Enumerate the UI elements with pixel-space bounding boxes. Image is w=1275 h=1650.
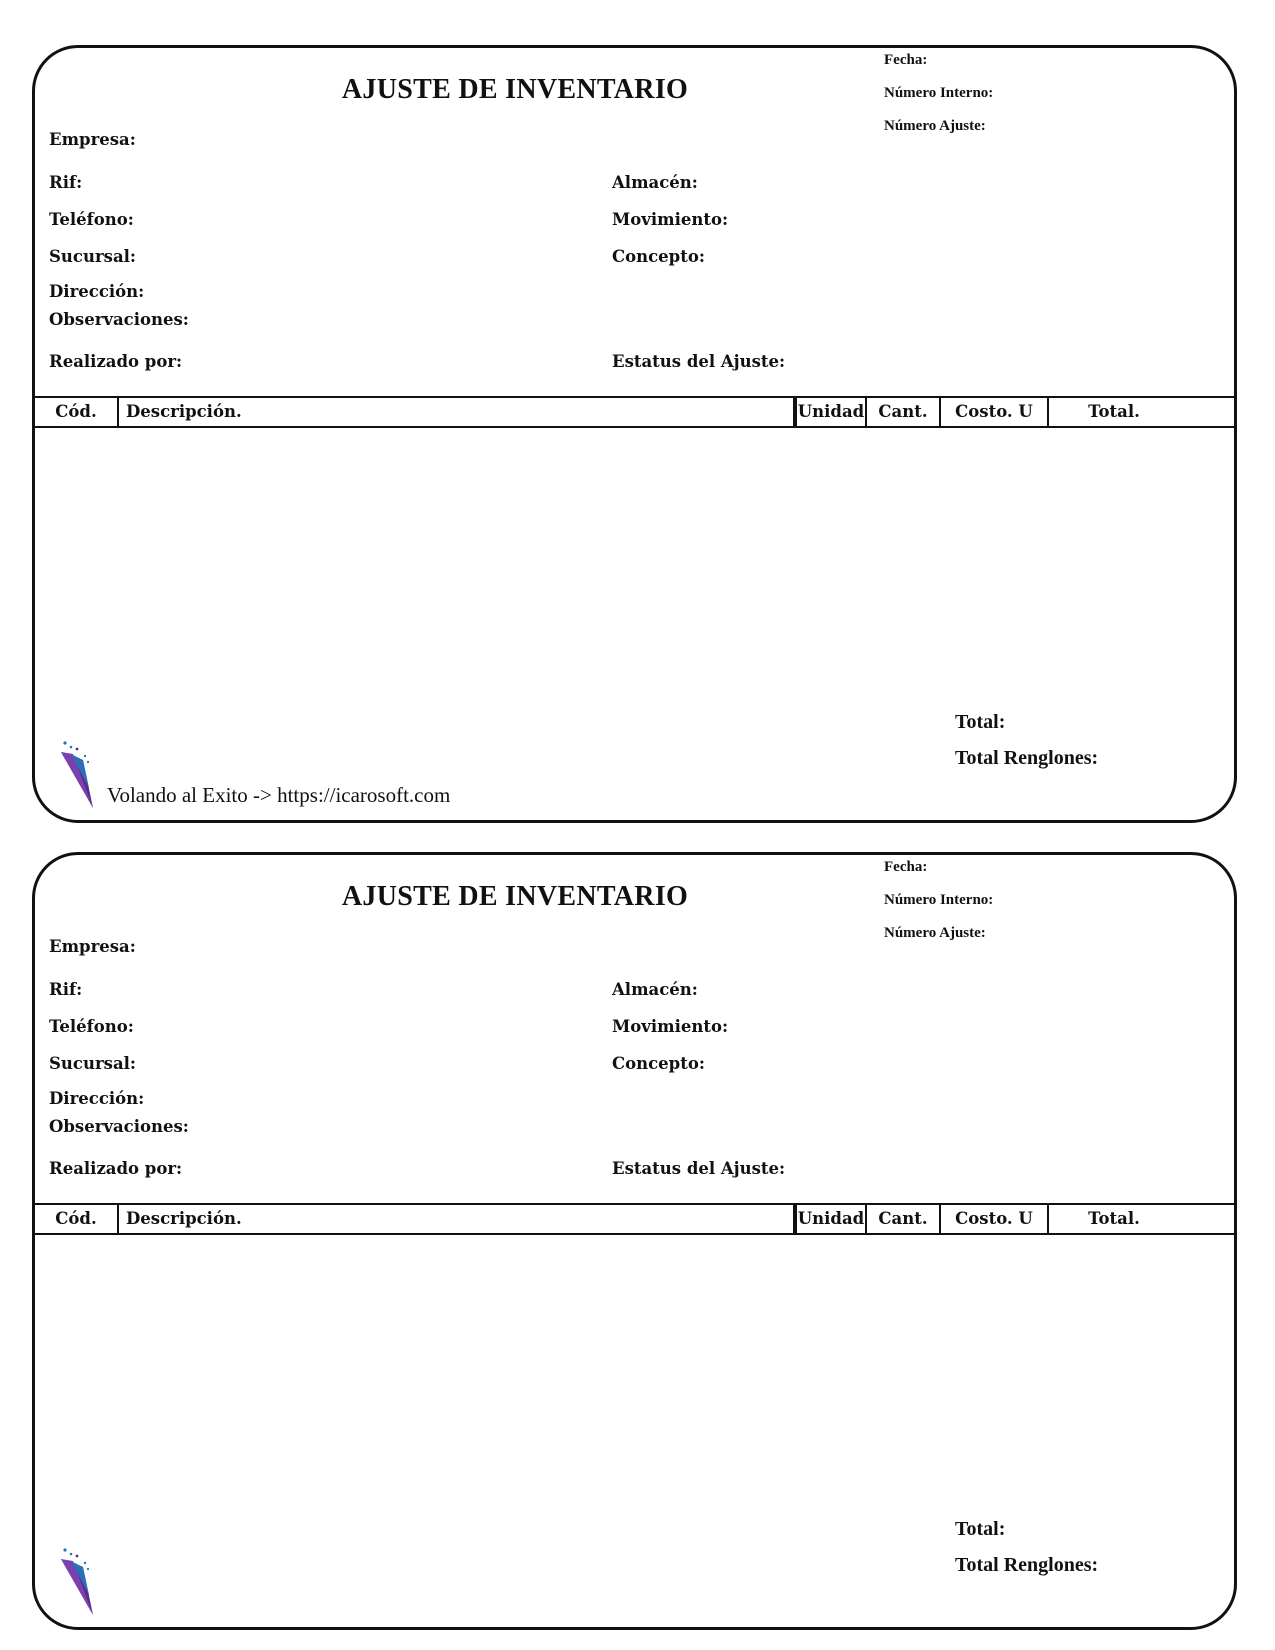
column-costo-u: Costo. U [941,1205,1049,1233]
numero-interno-label: Número Interno: [884,892,994,908]
numero-ajuste-label: Número Ajuste: [884,118,986,134]
empresa-label: Empresa: [49,130,136,149]
rif-label: Rif: [49,173,83,192]
direccion-label: Dirección: [49,282,145,301]
estatus-label: Estatus del Ajuste: [612,352,786,371]
telefono-label: Teléfono: [49,210,134,229]
feather-logo-icon [55,738,99,810]
column-costo-u: Costo. U [941,398,1049,426]
movimiento-label: Movimiento: [612,1017,729,1036]
total-label: Total: [955,1518,1006,1540]
feather-logo-icon [55,1545,99,1617]
inventory-adjustment-form-1 [32,45,1237,823]
column-cod: Cód. [35,1205,119,1233]
realizado-por-label: Realizado por: [49,1159,183,1178]
form-title: AJUSTE DE INVENTARIO [341,74,689,105]
inventory-adjustment-form-2 [32,852,1237,1630]
column-cant: Cant. [867,398,941,426]
fecha-label: Fecha: [884,859,928,875]
realizado-por-label: Realizado por: [49,352,183,371]
column-unidad: Unidad [795,398,867,426]
estatus-label: Estatus del Ajuste: [612,1159,786,1178]
items-table-header [35,396,1237,428]
observaciones-label: Observaciones: [49,1117,189,1136]
column-descripcion: Descripción. [119,398,795,426]
column-cant: Cant. [867,1205,941,1233]
total-label: Total: [955,711,1006,733]
items-table-header [35,1203,1237,1235]
slogan-text: Volando al Exito -> https://icarosoft.com [107,783,451,807]
almacen-label: Almacén: [612,980,698,999]
movimiento-label: Movimiento: [612,210,729,229]
numero-ajuste-label: Número Ajuste: [884,925,986,941]
almacen-label: Almacén: [612,173,698,192]
total-renglones-label: Total Renglones: [955,1554,1099,1576]
form-title: AJUSTE DE INVENTARIO [341,881,689,912]
column-unidad: Unidad [795,1205,867,1233]
observaciones-label: Observaciones: [49,310,189,329]
column-total: Total. [1088,402,1140,421]
telefono-label: Teléfono: [49,1017,134,1036]
empresa-label: Empresa: [49,937,136,956]
concepto-label: Concepto: [612,247,705,266]
rif-label: Rif: [49,980,83,999]
sucursal-label: Sucursal: [49,247,136,266]
numero-interno-label: Número Interno: [884,85,994,101]
column-cod: Cód. [35,398,119,426]
direccion-label: Dirección: [49,1089,145,1108]
fecha-label: Fecha: [884,52,928,68]
total-renglones-label: Total Renglones: [955,747,1099,769]
sucursal-label: Sucursal: [49,1054,136,1073]
column-total: Total. [1088,1209,1140,1228]
concepto-label: Concepto: [612,1054,705,1073]
column-descripcion: Descripción. [119,1205,795,1233]
